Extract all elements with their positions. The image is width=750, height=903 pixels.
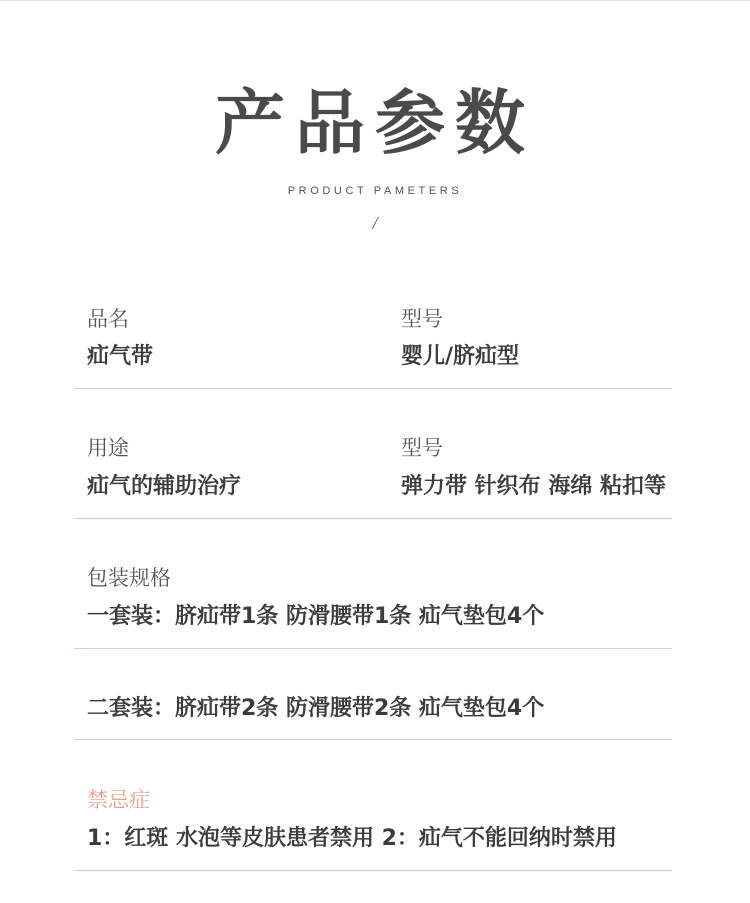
title-slash: / [372,213,378,233]
contraindication-label: 禁忌症 [87,788,150,812]
divider-4 [74,739,672,740]
product-name-label: 品名 [87,307,129,331]
page-title: 产品参数 [215,81,535,164]
product-name-value: 疝气带 [87,344,154,369]
model-label: 型号 [401,307,443,331]
divider-1 [74,388,672,389]
usage-value: 疝气的辅助治疗 [87,474,242,499]
divider-5 [74,870,672,871]
package-one-value: 一套装：脐疝带1条 防滑腰带1条 疝气垫包4个 [87,604,545,629]
divider-3 [74,648,672,649]
divider-2 [74,518,672,519]
contraindication-value: 1：红斑 水泡等皮肤患者禁用 2：疝气不能回纳时禁用 [87,826,617,851]
package-two-value: 二套装：脐疝带2条 防滑腰带2条 疝气垫包4个 [87,696,545,721]
model-value: 婴儿/脐疝型 [401,344,520,369]
top-border [0,0,750,1]
page-subtitle: PRODUCT PAMETERS [287,185,463,197]
material-value: 弹力带 针织布 海绵 粘扣等 [401,474,666,499]
package-label: 包装规格 [87,566,171,590]
usage-label: 用途 [87,436,129,460]
material-label: 型号 [401,436,443,460]
